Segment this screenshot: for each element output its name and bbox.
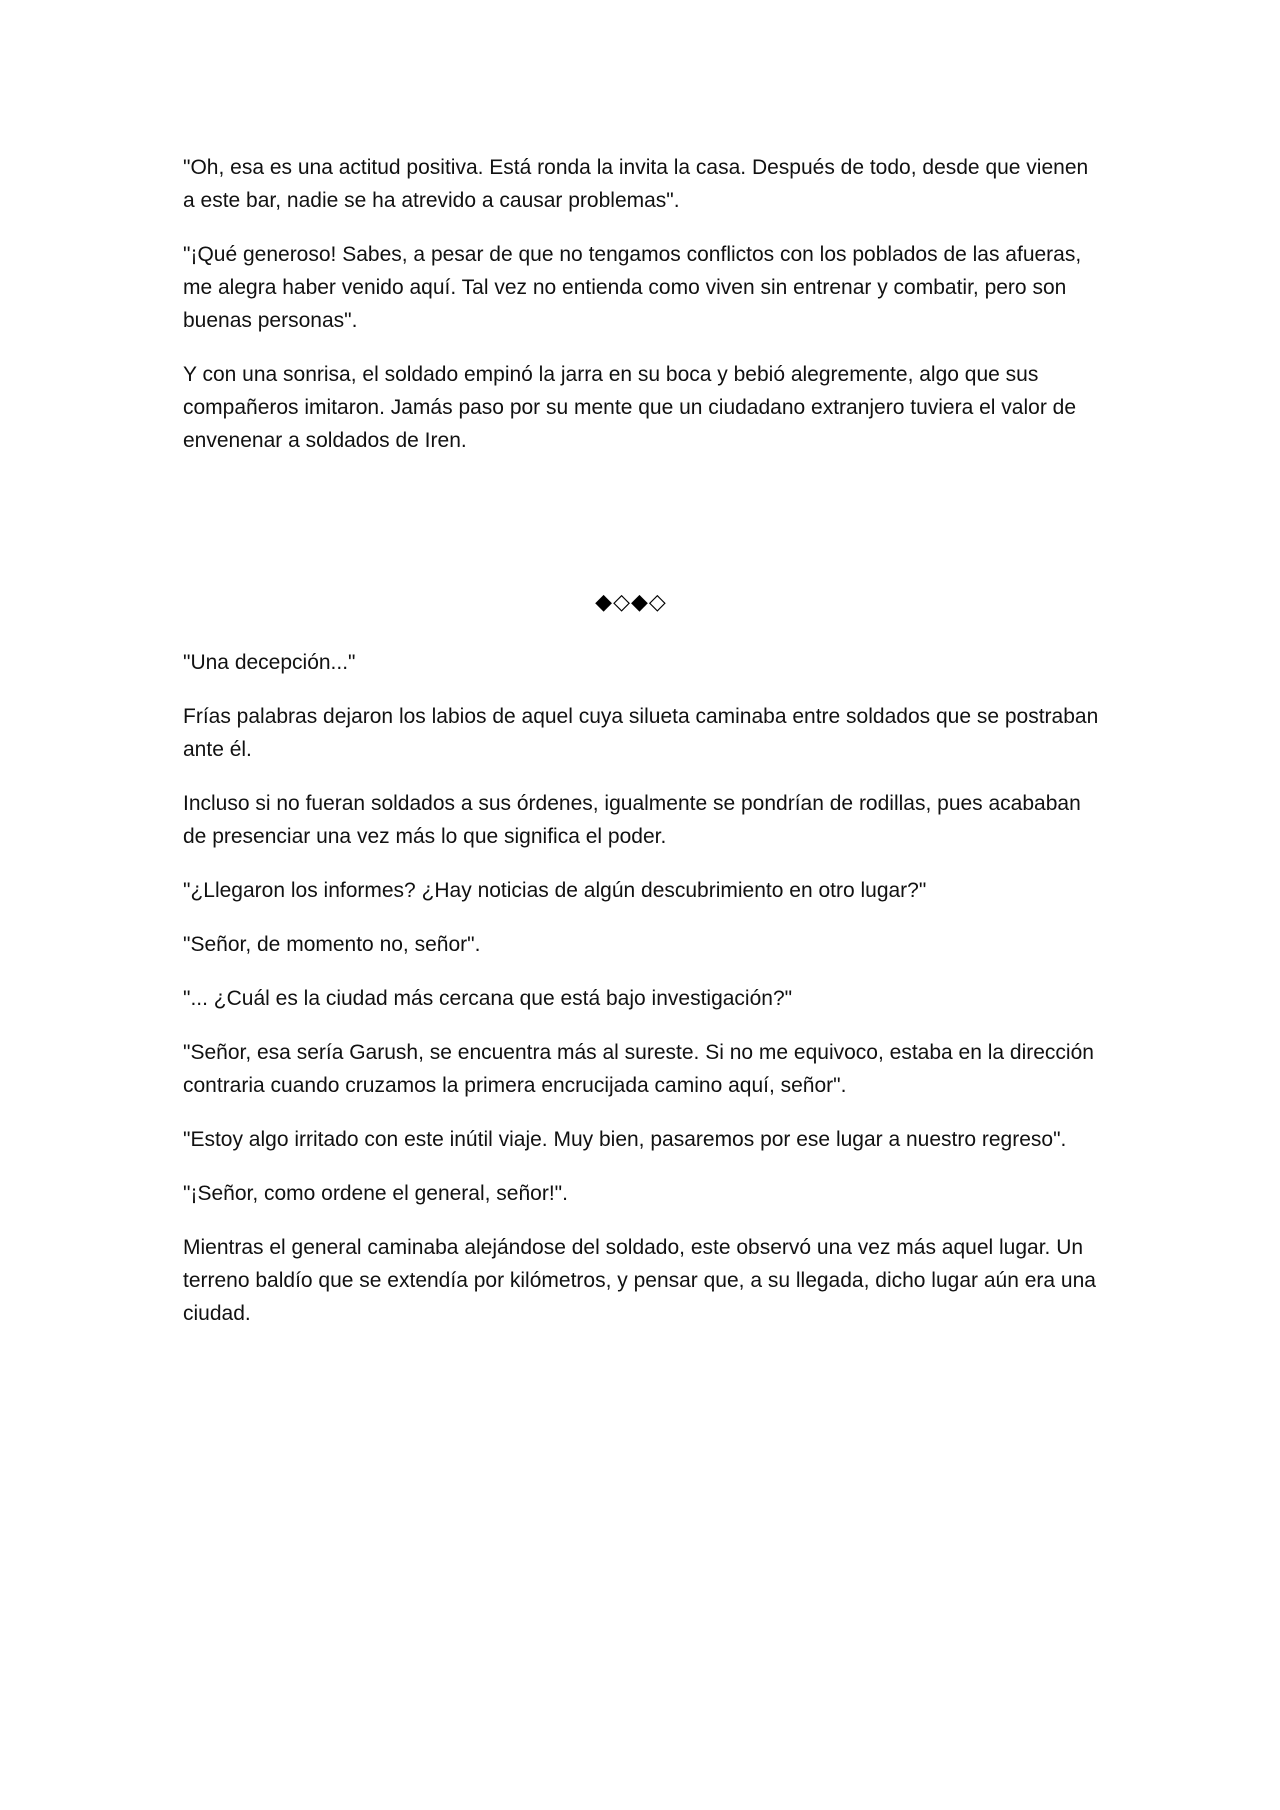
paragraph: "Estoy algo irritado con este inútil viaje. Muy bien, pasaremos por ese lugar a nuestro regreso". xyxy=(183,1128,1067,1151)
paragraph: Incluso si no fueran soldados a sus órdenes, igualmente se pondrían de rodillas, pues acababan de presenciar una vez más lo que significa el poder. xyxy=(183,792,1081,848)
scene-break-divider: ◆◇◆◇ xyxy=(595,590,667,615)
section-2 xyxy=(183,646,1103,1351)
paragraph: Mientras el general caminaba alejándose del soldado, este observó una vez más aquel lugar. Un terreno baldío que se extendía por kilómetros, y pensar que, a su llegada, dicho lugar aún era una ciudad. xyxy=(183,1236,1096,1325)
paragraph: "¿Llegaron los informes? ¿Hay noticias de algún descubrimiento en otro lugar?" xyxy=(183,879,927,902)
paragraph: Y con una sonrisa, el soldado empinó la jarra en su boca y bebió alegremente, algo que sus compañeros imitaron. Jamás paso por su mente que un ciudadano extranjero tuviera el valor de envenenar a soldados de Iren. xyxy=(183,363,1077,452)
paragraph: Frías palabras dejaron los labios de aquel cuya silueta caminaba entre soldados que se postraban ante él. xyxy=(183,705,1099,761)
paragraph: "¡Señor, como ordene el general, señor!". xyxy=(183,1182,568,1205)
paragraph: "Una decepción..." xyxy=(183,651,356,674)
paragraph: "¡Qué generoso! Sabes, a pesar de que no tengamos conflictos con los poblados de las afueras, me alegra haber venido aquí. Tal vez no entienda como viven sin entrenar y combatir, pero son buenas personas". xyxy=(183,243,1082,332)
paragraph: "Señor, de momento no, señor". xyxy=(183,933,481,956)
section-1 xyxy=(183,151,1103,478)
paragraph: "Señor, esa sería Garush, se encuentra más al sureste. Si no me equivoco, estaba en la dirección contraria cuando cruzamos la primera encrucijada camino aquí, señor". xyxy=(183,1041,1094,1097)
paragraph: "... ¿Cuál es la ciudad más cercana que está bajo investigación?" xyxy=(183,987,793,1010)
paragraph: "Oh, esa es una actitud positiva. Está ronda la invita la casa. Después de todo, desde que vienen a este bar, nadie se ha atrevido a causar problemas". xyxy=(183,156,1089,212)
